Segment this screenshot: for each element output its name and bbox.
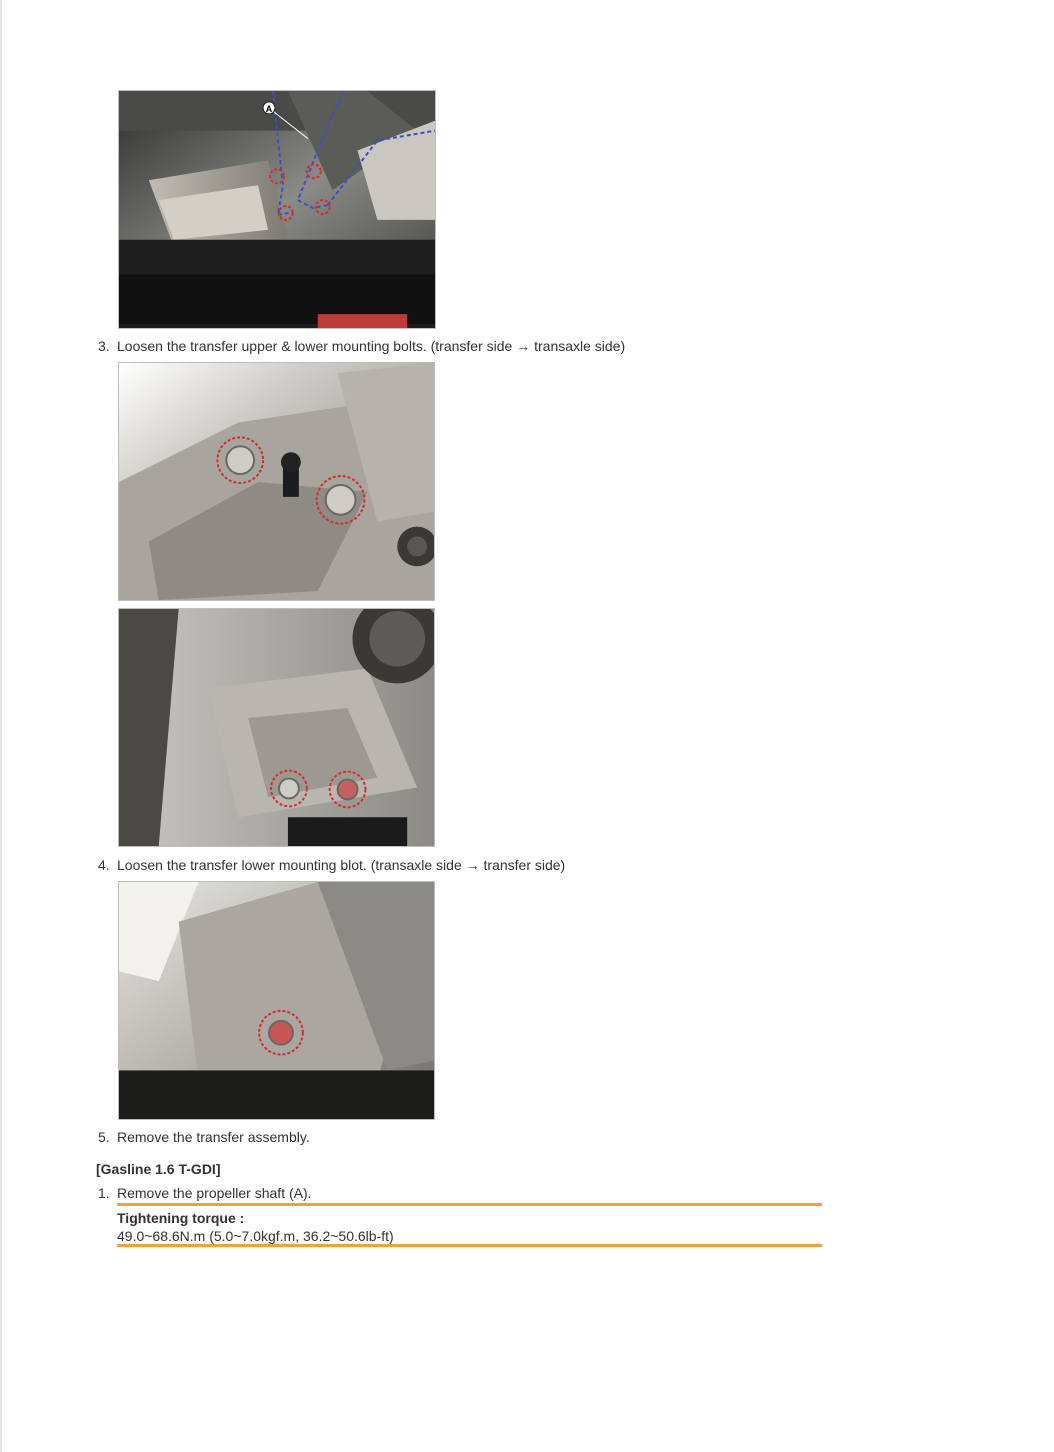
propeller-shaft-photo: [118, 90, 436, 329]
torque-label: Tightening torque :: [117, 1210, 245, 1226]
step-4-number: 4.: [98, 857, 110, 873]
section-step-1-text: Remove the propeller shaft (A).: [117, 1185, 312, 1201]
section-step-1-number: 1.: [98, 1185, 110, 1201]
step-3: [98, 337, 625, 355]
section-title: [Gasline 1.6 T-GDI]: [96, 1161, 221, 1177]
step-5: [98, 1128, 310, 1146]
step-3-text: Loosen the transfer upper & lower mounting bolts. (transfer side → transaxle side): [117, 338, 626, 354]
lower-mounting-bolt-photo: [118, 881, 435, 1120]
step-5-text: Remove the transfer assembly.: [117, 1129, 310, 1145]
step-3-number: 3.: [98, 338, 110, 354]
page-left-rule: [0, 0, 2, 1452]
lower-mounting-bolts-photo: [118, 608, 435, 847]
tightening-torque-box: [117, 1203, 822, 1247]
step-4: [98, 856, 565, 874]
upper-mounting-bolts-photo: [118, 362, 435, 601]
step-5-number: 5.: [98, 1129, 110, 1145]
step-4-text: Loosen the transfer lower mounting blot. (transaxle side → transfer side): [117, 857, 566, 873]
torque-value: 49.0~68.6N.m (5.0~7.0kgf.m, 36.2~50.6lb-ft): [117, 1228, 394, 1244]
callout-a-label: A: [265, 103, 273, 114]
section-step-1: [98, 1184, 312, 1202]
